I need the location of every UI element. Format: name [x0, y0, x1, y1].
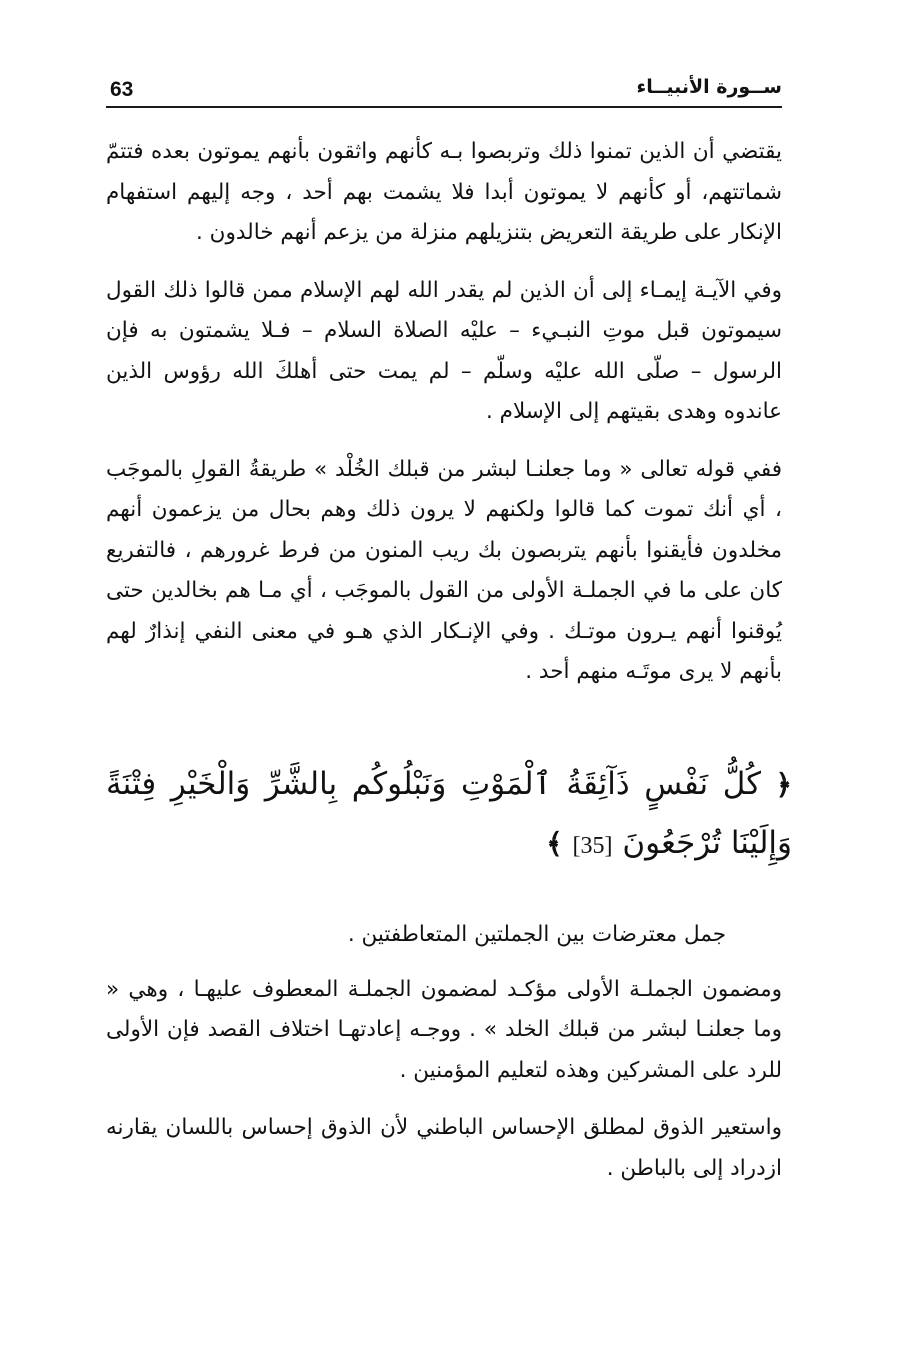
body-upper [106, 132, 782, 693]
verse-open-bracket: ﴿ [775, 768, 793, 801]
header-rule [106, 106, 782, 108]
page-number: 63 [110, 78, 134, 101]
paragraph-2: وفي الآيـة إيمـاء إلى أن الذين لم يقدر الله لهم الإسلام ممن قالوا ذلك القول سيموتون قبل موتِ النبـيء – عليْه الصلاة السلام – فـلا يشمتون به فإن الرسول – صلّى الله عليْه وسلّم – لم يمت حتى أهلكَ الله رؤوس الذين عاندوه وهدى بقيتهم إلى الإسلام . [106, 277, 782, 424]
verse-number: [35] [572, 833, 613, 859]
quran-verse [106, 755, 792, 875]
body-lower [106, 915, 782, 1189]
verse-text: كُلُّ نَفْسٍ ذَآئِقَةُ ٱلْمَوْتِ وَنَبْلُوكُم بِالشَّرِّ وَالْخَيْرِ فِتْنَةً وَإِلَيْنَا تُرْجَعُونَ [106, 766, 792, 861]
verse-close-bracket: ﴾ [546, 827, 563, 860]
paragraph-3: ففي قوله تعالى « وما جعلنـا لبشر من قبلك الخُلْد » طريقةُ القولِ بالموجَب ، أي أنك تموت كما قالوا ولكنهم لا يرون ذلك وهم بحال من يزعمون أنهم مخلدون فأيقنوا بأنهم يتربصون بك ريب المنون من فرط غرورهم ، فالتفريع كان على ما في الجملـة الأولى من القول بالموجَب ، أي مـا هم بخالدين حتى يُوقنوا أنهم يـرون موتـك . وفي الإنـكار الذي هـو في معنى النفي إنذارٌ لهم بأنهم لا يرى موتَـه منهم أحد . [106, 456, 782, 684]
paragraph-5: ومضمون الجملـة الأولى مؤكـد لمضمون الجملـة المعطوف عليهـا ، وهي « وما جعلنـا لبشر من قبلك الخلد » . ووجـه إعادتهـا اختلاف القصد فإن الأولى للرد على المشركين وهذه لتعليم المؤمنين . [106, 976, 782, 1083]
paragraph-4: جمل معترضات بين الجملتين المتعاطفتين . [347, 922, 726, 947]
page-header [106, 76, 782, 106]
running-title: ســورة الأنبيــاء [636, 76, 782, 98]
paragraph-6: واستعير الذوق لمطلق الإحساس الباطني لأن الذوق إحساس باللسان يقارنه ازدراد إلى بالباطن . [106, 1115, 782, 1181]
paragraph-1: يقتضي أن الذين تمنوا ذلك وتربصوا بـه كأنهم واثقون بأنهم يموتون بعده فتتمّ شماتتهم، أو كأنهم لا يموتون أبدا فلا يشمت بهم أحد ، وجه إليهم استفهام الإنكار على طريقة التعريض بتنزيلهم منزلة من يزعم أنهم خالدون . [106, 139, 782, 245]
